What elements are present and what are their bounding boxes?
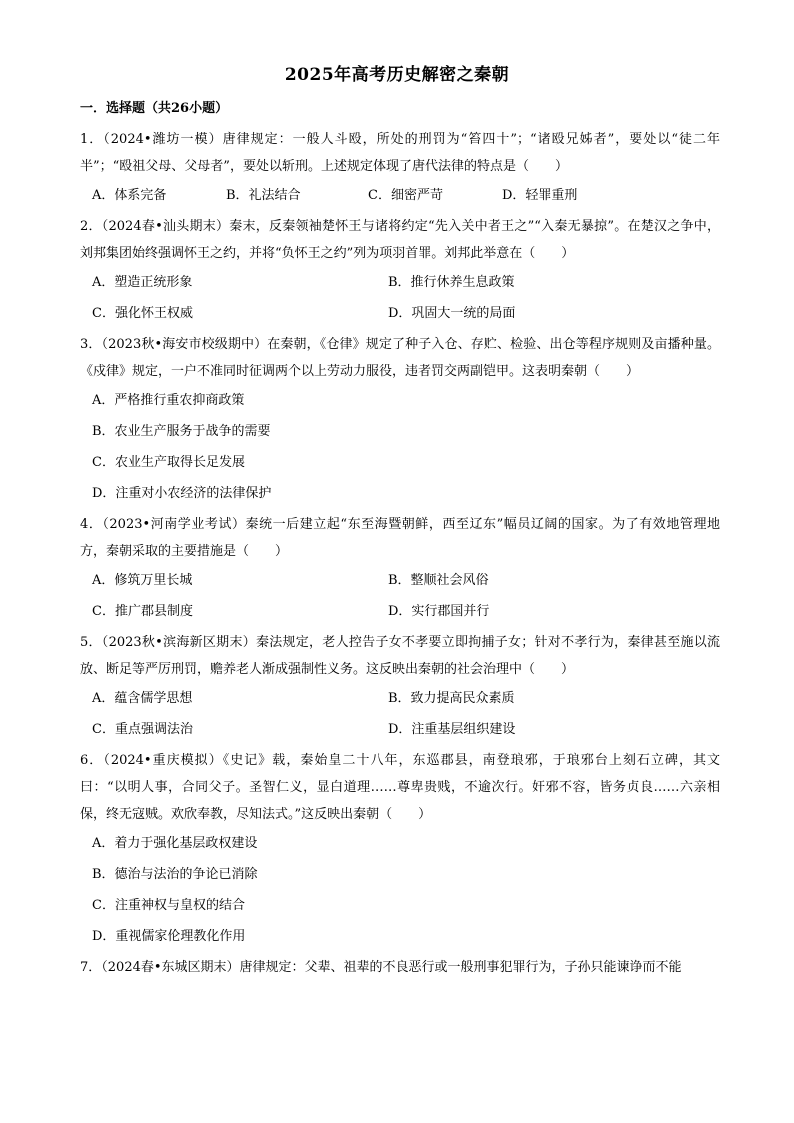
question-list: [80, 126, 720, 983]
option-group: [80, 828, 720, 952]
question-1: [80, 126, 720, 211]
option-c: C．重点强调法治: [92, 722, 193, 737]
option-b: B．致力提高民众素质: [388, 691, 515, 706]
question-6: [80, 747, 720, 952]
option-a: A．塑造正统形象: [92, 275, 193, 290]
option-d: D．注重基层组织建设: [388, 722, 516, 737]
option-group: [80, 565, 720, 627]
option-group: [80, 267, 720, 329]
option-c: C．强化怀王权威: [92, 306, 193, 321]
option-d: D．注重对小农经济的法律保护: [92, 486, 272, 501]
question-stem: 2．（2024春•汕头期末）秦末，反秦领袖楚怀王与诸将约定“先入关中者王之”“入秦无暴掠”。在楚汉之争中，刘邦集团始终强调怀王之约，并将“负怀王之约”列为项羽首罪。刘邦此举意在（ ）: [80, 219, 720, 261]
option-b: B．推行休养生息政策: [388, 275, 515, 290]
option-b: B．礼法结合: [226, 188, 301, 203]
question-stem: 1．（2024•潍坊一模）唐律规定：一般人斗殴，所处的刑罚为“笞四十”；“诸殴兄姊者”，要处以“徒二年半”；“殴祖父母、父母者”，要处以斩刑。上述规定体现了唐代法律的特点是（ ）: [80, 132, 720, 174]
option-b: B．整顺社会风俗: [388, 573, 489, 588]
option-c: C．细密严苛: [368, 188, 443, 203]
question-3: [80, 331, 720, 509]
option-b: B．农业生产服务于战争的需要: [92, 424, 271, 439]
question-4: [80, 511, 720, 627]
question-stem: 3．（2023秋•海安市校级期中）在秦朝，《仓律》规定了种子入仓、存贮、检验、出仓等程序规则及亩播种量。《戍律》规定，一户不准同时征调两个以上劳动力服役，违者罚交两副铠甲。这表明秦朝（ ）: [80, 337, 720, 379]
question-7: [80, 954, 720, 981]
option-a: A．蕴含儒学思想: [92, 691, 193, 706]
question-stem: 4．（2023•河南学业考试）秦统一后建立起“东至海暨朝鲜，西至辽东”幅员辽阔的国家。为了有效地管理地方，秦朝采取的主要措施是（ ）: [80, 517, 720, 559]
option-d: D．重视儒家伦理教化作用: [92, 929, 246, 944]
option-a: A．修筑万里长城: [92, 573, 193, 588]
section-heading: 一．选择题（共26小题）: [80, 101, 229, 116]
question-stem: 5．（2023秋•滨海新区期末）秦法规定，老人控告子女不孝要立即拘捕子女；针对不孝行为，秦律甚至施以流放、断足等严厉刑罚，赡养老人渐成强制性义务。这反映出秦朝的社会治理中（ ）: [80, 635, 720, 677]
option-c: C．注重神权与皇权的结合: [92, 898, 245, 913]
option-b: B．德治与法治的争论已消除: [92, 867, 258, 882]
question-5: [80, 629, 720, 745]
option-d: D．巩固大一统的局面: [388, 306, 516, 321]
option-c: C．农业生产取得长足发展: [92, 455, 245, 470]
question-stem: 6．（2024•重庆模拟）《史记》载，秦始皇二十八年，东巡郡县，南登琅邪，于琅邪台上刻石立碑，其文曰：“以明人事，合同父子。圣智仁义，显白道理……尊卑贵贱，不逾次行。奸邪不容，皆务贞良……六亲相保，终无寇贼。欢欣奉教，尽知法式。”这反映出秦朝（ ）: [80, 753, 720, 822]
option-group: [80, 385, 720, 509]
option-d: D．轻罪重刑: [502, 188, 578, 203]
option-c: C．推广郡县制度: [92, 604, 193, 619]
option-d: D．实行郡国并行: [388, 604, 490, 619]
option-a: A．体系完备: [92, 188, 167, 203]
option-a: A．严格推行重农抑商政策: [92, 393, 245, 408]
option-group: [80, 683, 720, 745]
option-a: A．着力于强化基层政权建设: [92, 836, 258, 851]
question-stem: 7．（2024春•东城区期末）唐律规定：父辈、祖辈的不良恶行或一般刑事犯罪行为，子孙只能谏诤而不能: [80, 960, 682, 975]
question-2: [80, 213, 720, 329]
option-group: [80, 180, 720, 211]
page-title: 2025年高考历史解密之秦朝: [284, 65, 510, 85]
